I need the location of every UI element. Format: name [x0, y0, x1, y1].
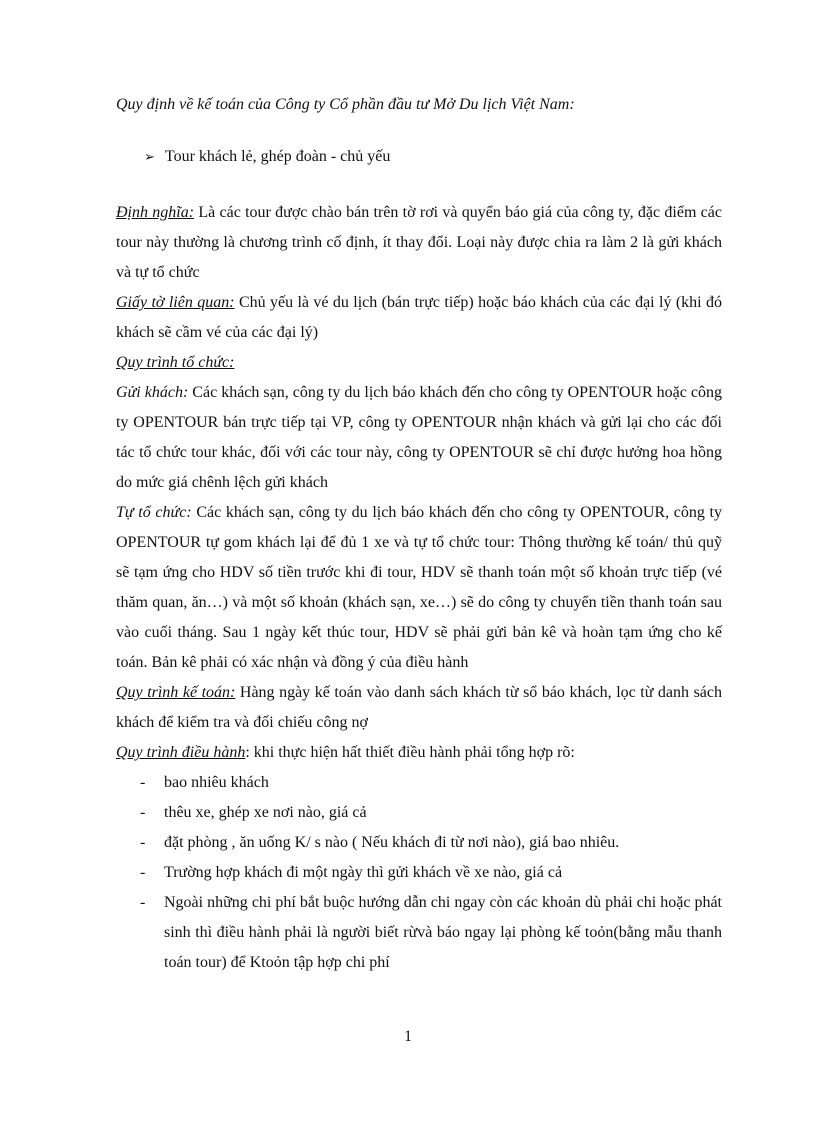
dash-bullet-icon: -	[140, 894, 146, 911]
label-giay-to: Giấy tờ liên quan:	[116, 294, 235, 311]
text-giay-to: Chủ yếu là vé du lịch (bán trực tiếp) hoặc báo khách của các đại lý (khi đó khách sẽ cầm vé của các đại lý)	[116, 294, 722, 341]
page-title: Quy định về kế toán của Công ty Cổ phần đầu tư Mở Du lịch Việt Nam:	[116, 96, 575, 113]
document-body	[116, 198, 722, 978]
paragraph-dinh-nghia	[116, 198, 722, 288]
label-gui-khach: Gửi khách:	[116, 384, 189, 401]
requirement-list	[116, 768, 722, 978]
bullet-heading	[144, 148, 390, 166]
list-item	[116, 888, 722, 978]
label-quy-trinh-dieu-hanh: Quy trình điều hành	[116, 744, 246, 761]
label-quy-trinh-ke-toan: Quy trình kế toán:	[116, 684, 236, 701]
list-item-text: bao nhiêu khách	[164, 774, 269, 791]
text-quy-trinh-ke-toan: Hàng ngày kế toán vào danh sách khách từ sổ báo khách, lọc từ danh sách khách để kiểm tra và đối chiếu công nợ	[116, 684, 722, 731]
bullet-text: Tour khách lẻ, ghép đoàn - chủ yếu	[164, 148, 391, 165]
arrow-bullet-icon: ➢	[144, 149, 155, 164]
paragraph-gui-khach	[116, 378, 722, 498]
text-gui-khach: Các khách sạn, công ty du lịch báo khách đến cho công ty OPENTOUR hoặc công ty OPENTOUR bán trực tiếp tại VP, công ty OPENTOUR nhận khách và gửi lại cho các đối tác tổ chức tour khác, đối với các tour này, công ty OPENTOUR sẽ chỉ được hưởng hoa hồng do mức giá chênh lệch gửi khách	[116, 384, 722, 491]
text-tu-to-chuc: Các khách sạn, công ty du lịch báo khách đến cho công ty OPENTOUR, công ty OPENTOUR tự gom khách lại để đủ 1 xe và tự tổ chức tour: Thông thường kế toán/ thủ quỹ sẽ tạm ứng cho HDV số tiền trước khi đi tour, HDV sẽ thanh toán một số khoản trực tiếp (vé thăm quan, ăn…) và một số khoản (khách sạn, xe…) sẽ do công ty chuyển tiền thanh toán sau vào cuối tháng. Sau 1 ngày kết thúc tour, HDV sẽ phải gửi bản kê và hoàn tạm ứng cho kế toán. Bản kê phải có xác nhận và đồng ý của điều hành	[116, 504, 723, 671]
paragraph-quy-trinh-to-chuc	[116, 348, 722, 378]
list-item-text: thêu xe, ghép xe nơi nào, giá cả	[164, 804, 367, 821]
list-item-text: Ngoài những chi phí bắt buộc hướng dẫn chi ngay còn các khoản dù phải chi hoặc phát sinh thì điều hành phải là người biết rừvà báo ngay lại phòng kế toỏn(bằng mẫu thanh toán tour) để Ktoỏn tập hợp chi phí	[164, 894, 722, 971]
text-dinh-nghia: Là các tour được chào bán trên tờ rơi và quyển báo giá của công ty, đặc điểm các tour này thường là chương trình cố định, ít thay đổi. Loại này được chia ra làm 2 là gửi khách và tự tổ chức	[116, 204, 722, 281]
list-item-text: đặt phòng , ăn uống K/ s nào ( Nếu khách đi từ nơi nào), giá bao nhiêu.	[164, 834, 620, 851]
list-item-text: Trường hợp khách đi một ngày thì gửi khách về xe nào, giá cả	[164, 864, 563, 881]
label-tu-to-chuc: Tự tổ chức:	[116, 504, 192, 521]
label-quy-trinh-to-chuc: Quy trình tổ chức:	[116, 354, 235, 371]
label-dinh-nghia: Định nghĩa:	[116, 204, 195, 221]
list-item	[116, 828, 722, 858]
dash-bullet-icon: -	[140, 864, 146, 881]
paragraph-quy-trinh-ke-toan	[116, 678, 722, 738]
dash-bullet-icon: -	[140, 804, 146, 821]
list-item	[116, 798, 722, 828]
paragraph-tu-to-chuc	[116, 498, 722, 678]
list-item	[116, 858, 722, 888]
dash-bullet-icon: -	[140, 774, 146, 791]
paragraph-quy-trinh-dieu-hanh	[116, 738, 722, 768]
dash-bullet-icon: -	[140, 834, 146, 851]
paragraph-giay-to	[116, 288, 722, 348]
page-number: 1	[404, 1028, 412, 1045]
text-quy-trinh-dieu-hanh: : khi thực hiện hất thiết điều hành phải tổng hợp rõ:	[245, 744, 575, 761]
list-item	[116, 768, 722, 798]
